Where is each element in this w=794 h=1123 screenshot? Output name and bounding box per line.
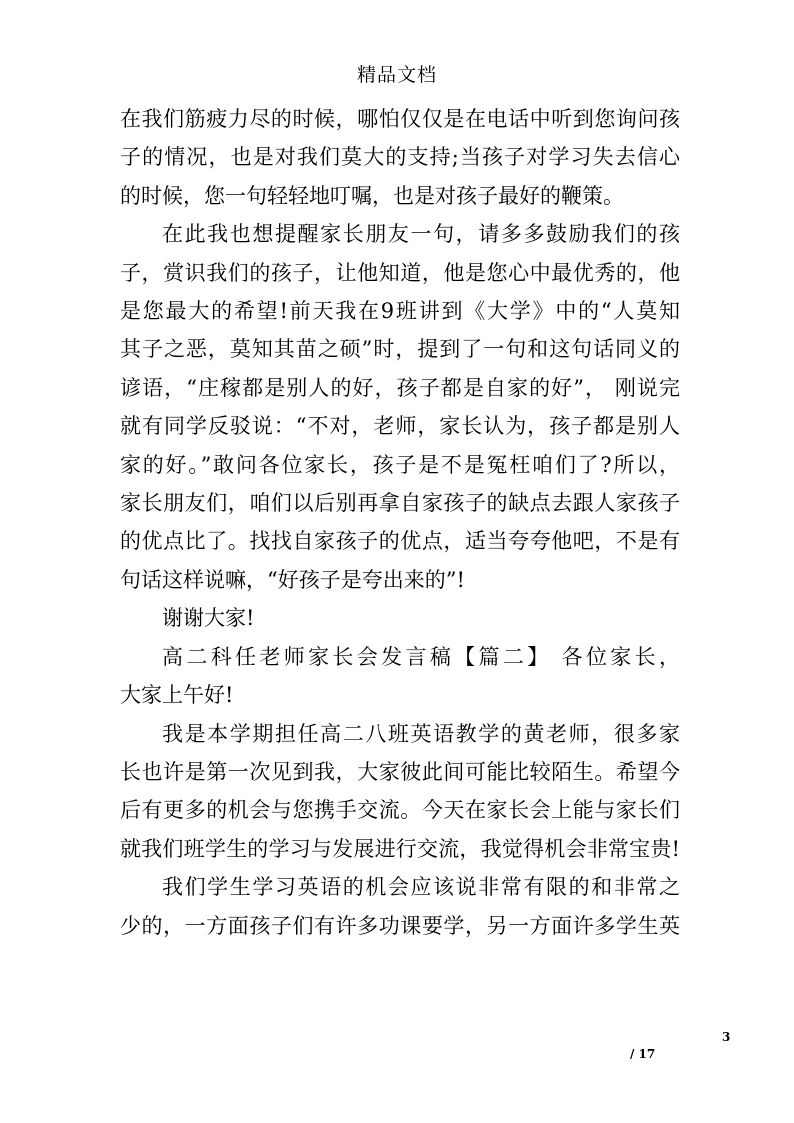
document-body bbox=[120, 100, 680, 945]
text-line: 少的，一方面孩子们有许多功课要学，另一方面许多学生英 bbox=[120, 913, 680, 938]
text-line: 我是本学期担任高二八班英语教学的黄老师，很多家 bbox=[162, 721, 680, 746]
text-line: 子，赏识我们的孩子，让他知道，他是您心中最优秀的，他 bbox=[120, 260, 680, 285]
text-line: 后有更多的机会与您携手交流。今天在家长会上能与家长们 bbox=[120, 798, 680, 823]
text-line: 家长朋友们，咱们以后别再拿自家孩子的缺点去跟人家孩子 bbox=[120, 491, 680, 516]
page-total: / 17 bbox=[630, 1047, 656, 1061]
text-line: 谢谢大家! bbox=[162, 606, 255, 631]
text-line: 高二科任老师家长会发言稿【篇二】 各位家长， bbox=[162, 644, 680, 669]
text-line: 句话这样说嘛，“好孩子是夸出来的”! bbox=[120, 567, 465, 592]
text-line: 就有同学反驳说：“不对，老师，家长认为，孩子都是别人 bbox=[120, 414, 680, 439]
paragraph-6 bbox=[120, 868, 680, 945]
paragraph-5 bbox=[120, 715, 680, 869]
paragraph-3 bbox=[120, 599, 680, 637]
paragraph-1 bbox=[120, 100, 680, 215]
text-line: 长也许是第一次见到我，大家彼此间可能比较陌生。希望今 bbox=[120, 759, 680, 784]
document-header: 精品文档 bbox=[356, 64, 437, 86]
text-line: 是您最大的希望!前天我在9班讲到《大学》中的“人莫知 bbox=[120, 299, 680, 324]
page-number: 3 bbox=[722, 1030, 731, 1044]
text-line: 大家上午好! bbox=[120, 683, 234, 708]
text-line: 我们学生学习英语的机会应该说非常有限的和非常之 bbox=[162, 875, 680, 900]
text-line: 子的情况，也是对我们莫大的支持;当孩子对学习失去信心 bbox=[120, 145, 680, 170]
text-line: 家的好。”敢问各位家长，孩子是不是冤枉咱们了?所以， bbox=[120, 452, 680, 477]
text-line: 的时候，您一句轻轻地叮嘱，也是对孩子最好的鞭策。 bbox=[120, 183, 624, 208]
paragraph-4 bbox=[120, 638, 680, 715]
paragraph-2 bbox=[120, 215, 680, 599]
text-line: 谚语，“庄稼都是别人的好，孩子都是自家的好”， 刚说完 bbox=[120, 375, 680, 400]
text-line: 就我们班学生的学习与发展进行交流，我觉得机会非常宝贵! bbox=[120, 836, 680, 861]
text-line: 的优点比了。找找自家孩子的优点，适当夸夸他吧，不是有 bbox=[120, 529, 680, 554]
text-line: 在此我也想提醒家长朋友一句，请多多鼓励我们的孩 bbox=[162, 222, 680, 247]
text-line: 在我们筋疲力尽的时候，哪怕仅仅是在电话中听到您询问孩 bbox=[120, 107, 680, 131]
text-line: 其子之恶，莫知其苗之硕”时，提到了一句和这句话同义的 bbox=[120, 337, 680, 362]
